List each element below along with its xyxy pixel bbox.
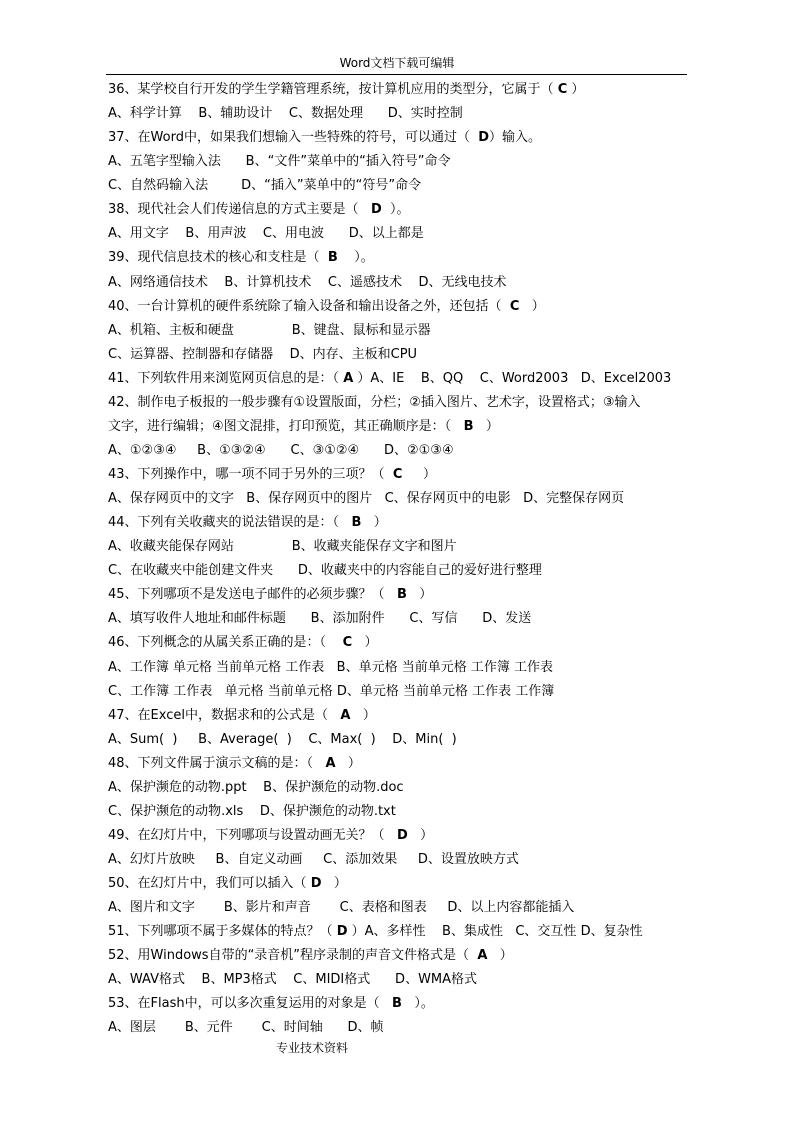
line-text: 48、下列文件属于演示文稿的是：（ — [108, 755, 326, 771]
line-text: ） — [321, 876, 347, 892]
line-text: ）。 — [381, 202, 410, 218]
line-text: A、填写收件人地址和邮件标题 B、添加附件 C、写信 D、发送 — [108, 611, 532, 627]
line-text: A、保存网页中的文字 B、保存网页中的图片 C、保存网页中的电影 D、完整保存网页 — [108, 491, 625, 507]
line-text: A、五笔字型输入法 B、“文件”菜单中的“插入符号”命令 — [108, 154, 451, 170]
line-text: A、科学计算 B、辅助设计 C、数据处理 D、实时控制 — [108, 106, 463, 122]
text-line — [108, 222, 692, 246]
answer-letter: D — [396, 827, 408, 843]
line-text: C、自然码输入法 D、“插入”菜单中的“符号”命令 — [108, 178, 422, 194]
line-text: A、Sum( ) B、Average( ) C、Max( ) D、Min( ) — [108, 731, 457, 747]
line-text: A、图片和文字 B、影片和声音 C、表格和图表 D、以上内容都能插入 — [108, 900, 575, 916]
line-text: 文字，进行编辑；④图文混排，打印预览，其正确顺序是：（ — [108, 418, 464, 434]
answer-letter: A — [343, 370, 354, 386]
line-text: A、图层 B、元件 C、时间轴 D、帧 — [108, 1020, 384, 1036]
text-line — [108, 198, 692, 222]
text-line — [108, 776, 692, 800]
answer-letter: C — [342, 635, 353, 651]
text-line — [108, 391, 692, 415]
line-text: 46、下列概念的从属关系正确的是：（ — [108, 635, 343, 651]
text-line — [108, 102, 692, 126]
text-line — [108, 150, 692, 174]
answer-letter: B — [351, 515, 362, 531]
answer-letter: D — [336, 924, 348, 940]
page-header: Word文档下载可编辑 — [339, 56, 455, 70]
line-text: ）A、多样性 B、集成性 C、交互性 D、复杂性 — [347, 924, 643, 940]
line-text: A、机箱、主板和硬盘 B、键盘、鼠标和显示器 — [108, 322, 431, 338]
line-text: A、幻灯片放映 B、自定义动画 C、添加效果 D、设置放映方式 — [108, 852, 519, 867]
line-text: 39、现代信息技术的核心和支柱是（ — [108, 250, 328, 266]
line-text: ） — [335, 755, 361, 771]
text-line — [108, 607, 692, 631]
text-line — [108, 583, 692, 607]
line-text: 50、在幻灯片中，我们可以插入（ — [108, 876, 311, 892]
text-line — [108, 415, 692, 439]
text-line — [108, 78, 692, 102]
line-text: ） — [361, 515, 387, 531]
line-text: A、用文字 B、用声波 C、用电波 D、以上都是 — [108, 226, 424, 242]
line-text: 53、在Flash中，可以多次重复运用的对象是（ — [108, 996, 393, 1012]
text-line — [108, 631, 692, 655]
line-text: ）。 — [401, 996, 434, 1012]
answer-letter: A — [340, 707, 351, 723]
line-text: A、①②③④ B、①③②④ C、③①②④ D、②①③④ — [108, 442, 454, 458]
text-line — [108, 439, 692, 463]
answer-letter: D — [370, 202, 382, 218]
text-line — [108, 824, 692, 848]
text-line — [108, 1016, 692, 1040]
text-line — [108, 367, 692, 391]
line-text: 47、在Excel中，数据求和的公式是（ — [108, 707, 341, 723]
text-line — [108, 535, 692, 559]
text-line — [108, 872, 692, 896]
line-text: 37、在Word中，如果我们想输入一些特殊的符号，可以通过（ — [108, 130, 479, 146]
text-line — [108, 992, 692, 1016]
text-line — [108, 968, 692, 992]
text-line — [108, 704, 692, 728]
document-body — [108, 78, 692, 1041]
answer-letter: A — [477, 948, 488, 964]
line-text: 51、下列哪项不属于多媒体的特点？（ — [108, 924, 337, 940]
line-text: ） — [519, 298, 545, 314]
line-text: 42、制作电子板报的一般步骤有①设置版面，分栏；②插入图片、艺术字，设置格式；③输入 — [108, 394, 641, 410]
line-text: ） — [402, 467, 437, 482]
text-line — [108, 511, 692, 535]
line-text: A、工作簿 单元格 当前单元格 工作表 B、单元格 当前单元格 工作簿 工作表 — [108, 659, 554, 675]
text-line — [108, 295, 692, 319]
line-text: ）。 — [337, 250, 374, 266]
text-line — [108, 174, 692, 198]
line-text: C、保护濒危的动物.xls D、保护濒危的动物.txt — [108, 803, 396, 819]
line-text: A、WAV格式 B、MP3格式 C、MIDI格式 D、WMA格式 — [108, 972, 478, 988]
line-text: 49、在幻灯片中，下列哪项与设置动画无关？（ — [108, 827, 397, 843]
answer-letter: D — [478, 130, 490, 146]
line-text: 45、下列哪项不是发送电子邮件的必须步骤？（ — [108, 587, 397, 603]
answer-letter: B — [327, 250, 338, 266]
text-line — [108, 680, 692, 704]
text-line — [108, 126, 692, 150]
line-text: ） — [350, 707, 376, 723]
line-text: 52、用Windows自带的“录音机”程序录制的声音文件格式是（ — [108, 948, 478, 964]
text-line — [108, 319, 692, 343]
line-text: A、网络通信技术 B、计算机技术 C、遥感技术 D、无线电技术 — [108, 274, 507, 290]
answer-letter: C — [392, 467, 403, 482]
text-line — [108, 848, 692, 872]
answer-letter: A — [325, 755, 336, 771]
line-text: A、收藏夹能保存网站 B、收藏夹能保存文字和图片 — [108, 539, 457, 555]
text-line — [108, 343, 692, 367]
answer-letter: B — [392, 996, 402, 1012]
answer-letter: B — [463, 418, 474, 434]
line-text: ） — [352, 635, 378, 651]
text-line — [108, 271, 692, 295]
line-text: 36、某学校自行开发的学生学籍管理系统，按计算机应用的类型分，它属于（ — [108, 82, 558, 97]
line-text: C、工作簿 工作表 单元格 当前单元格 D、单元格 当前单元格 工作表 工作簿 — [108, 683, 555, 699]
text-line — [108, 728, 692, 752]
answer-letter: D — [310, 876, 322, 892]
text-line — [108, 896, 692, 920]
line-text: 44、下列有关收藏夹的说法错误的是：（ — [108, 515, 352, 531]
page-footer: 专业技术资料 — [276, 1041, 349, 1055]
answer-letter: C — [509, 298, 520, 314]
answer-letter: B — [396, 587, 407, 603]
line-text: A、保护濒危的动物.ppt B、保护濒危的动物.doc — [108, 779, 404, 795]
line-text: ）A、IE B、QQ C、Word2003 D、Excel2003 — [353, 370, 672, 386]
text-line — [108, 487, 692, 511]
line-text: ）输入。 — [489, 130, 542, 146]
line-text: 43、下列操作中，哪一项不同于另外的三项？（ — [108, 467, 393, 482]
line-text: 38、现代社会人们传递信息的方式主要是（ — [108, 202, 371, 218]
text-line — [108, 920, 692, 944]
line-text: ） — [473, 418, 499, 434]
line-text: C、运算器、控制器和存储器 D、内存、主板和CPU — [108, 346, 418, 362]
answer-letter: C — [557, 82, 568, 97]
text-line — [108, 656, 692, 680]
header-divider — [106, 74, 687, 75]
text-line — [108, 246, 692, 270]
text-line — [108, 463, 692, 487]
text-line — [108, 800, 692, 824]
text-line — [108, 752, 692, 776]
line-text: 40、一台计算机的硬件系统除了输入设备和输出设备之外，还包括（ — [108, 298, 510, 314]
text-line — [108, 559, 692, 583]
line-text: ） — [406, 587, 433, 603]
line-text: ） — [407, 827, 434, 843]
text-line — [108, 944, 692, 968]
line-text: C、在收藏夹中能创建文件夹 D、收藏夹中的内容能自己的爱好进行整理 — [108, 563, 542, 579]
line-text: ） — [567, 82, 585, 97]
line-text: ） — [487, 948, 513, 964]
line-text: 41、下列软件用来浏览网页信息的是：（ — [108, 370, 344, 386]
